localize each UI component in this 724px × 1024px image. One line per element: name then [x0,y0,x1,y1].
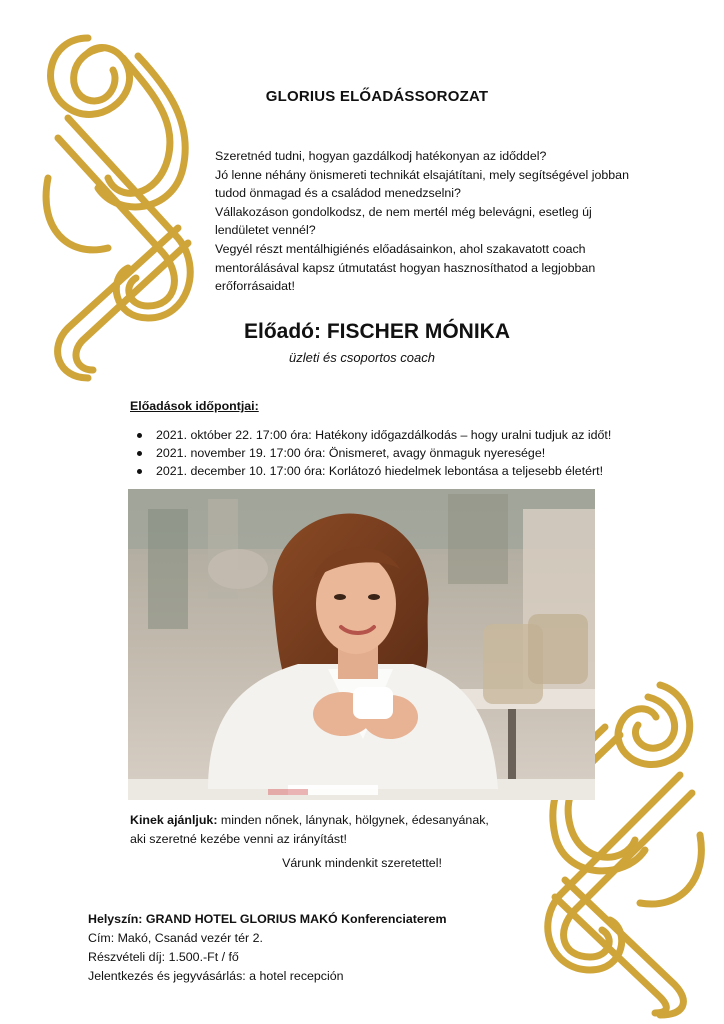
page-title: GLORIUS ELŐADÁSSOROZAT [265,88,489,105]
intro-line: lendületet vennél? [215,223,316,238]
intro-line: Vegyél részt mentálhigiénés előadásainkon, ahol szakavatott coach [215,241,586,256]
welcome-text: Várunk mindenkit szeretettel! [282,856,442,870]
bullet-icon [137,433,142,438]
intro-line: erőforrásaidat! [215,279,295,294]
date-text: 2021. október 22. 17:00 óra: Hatékony időgazdálkodás – hogy uralni tudjuk az időt! [156,428,612,442]
speaker-name: Előadó: FISCHER MÓNIKA [244,320,510,343]
speaker-photo [128,489,595,800]
list-item [130,444,690,462]
speaker-role: üzleti és csoportos coach [289,350,435,365]
intro-line: mentorálásával kapsz útmutatást hogyan hasznosíthatod a legjobban [215,260,596,275]
recommend-line2: aki szeretné kezébe venni az irányítást! [130,831,347,846]
date-text: 2021. november 19. 17:00 óra: Önismeret, avagy önmaguk nyeresége! [156,446,546,460]
venue-address: Cím: Makó, Csanád vezér tér 2. [88,931,263,945]
venue-fee: Részvételi díj: 1.500.-Ft / fő [88,950,239,964]
recommend-label: Kinek ajánljuk: [130,813,218,827]
intro-line: Jó lenne néhány önismereti technikát elsajátítani, mely segítségével jobban [215,167,629,182]
list-item [130,462,690,480]
intro-line: Vállakozáson gondolkodsz, de nem mertél még belevágni, esetleg új [215,204,592,219]
list-item [130,426,690,444]
venue-location: Helyszín: GRAND HOTEL GLORIUS MAKÓ Konferenciaterem [88,912,447,926]
dates-list [130,426,690,480]
intro-text [215,147,635,296]
bullet-icon [137,469,142,474]
venue-registration: Jelentkezés és jegyvásárlás: a hotel recepción [88,969,344,983]
venue-info [88,910,446,986]
bullet-icon [137,451,142,456]
date-text: 2021. december 10. 17:00 óra: Korlátozó hiedelmek lebontása a teljesebb életért! [156,464,604,478]
intro-line: tudod önmagad és a családod menedzselni? [215,186,461,201]
dates-heading: Előadások időpontjai: [130,399,259,413]
recommend-line1: minden nőnek, lánynak, hölgynek, édesanyának, [217,813,489,827]
intro-line: Szeretnéd tudni, hogyan gazdálkodj hatékonyan az időddel? [215,149,547,163]
recommendation-text [130,811,550,848]
